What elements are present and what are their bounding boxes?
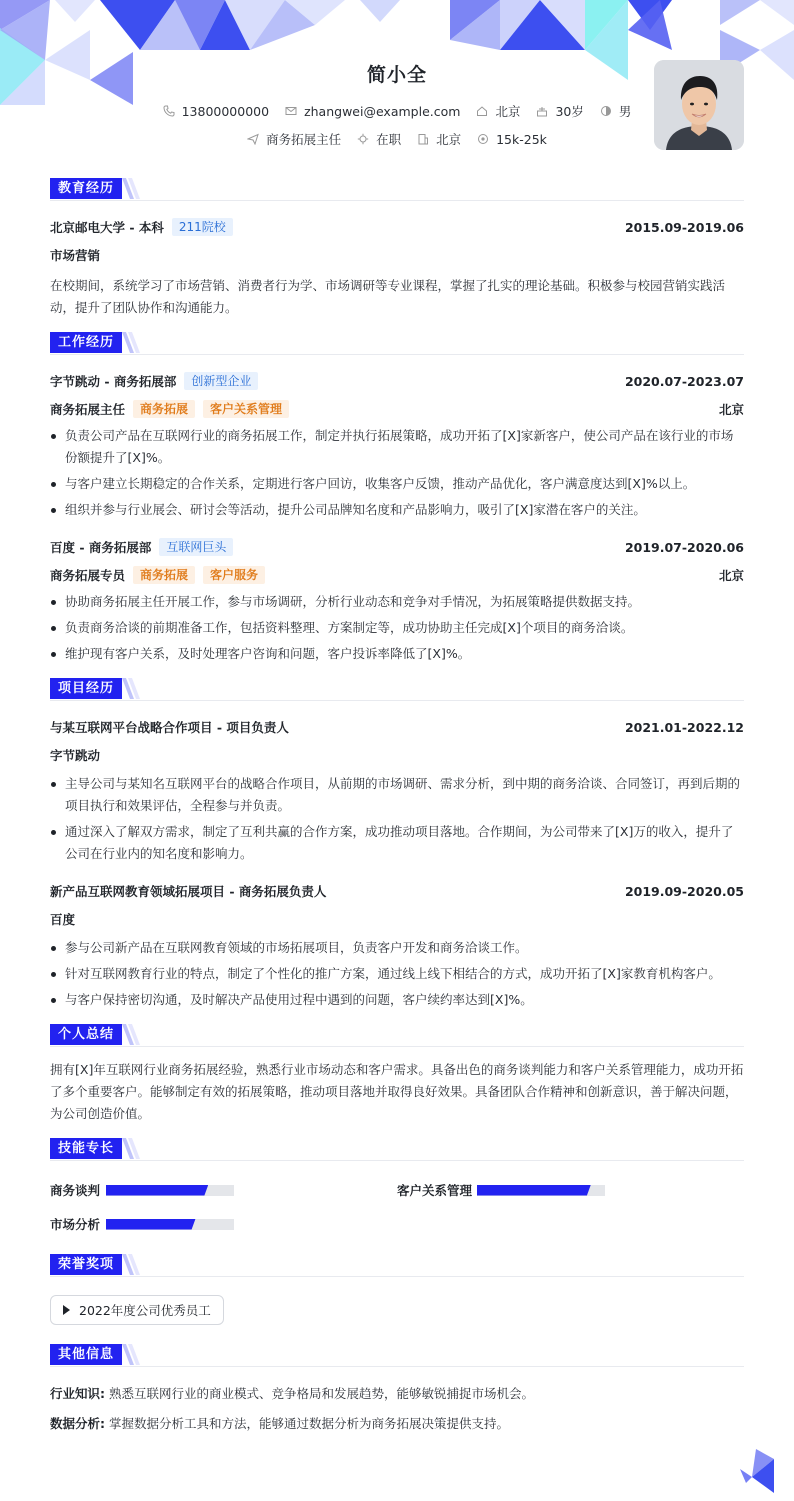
company-name: 百度 - 商务拓展部 (50, 540, 152, 555)
city-info: 北京 (476, 102, 520, 120)
awards-section (50, 1255, 744, 1331)
school-name: 北京邮电大学 - 本科 (50, 220, 164, 235)
skill-bar-fill (477, 1185, 591, 1196)
skill-name: 商务谈判 (50, 1183, 101, 1198)
avatar (654, 60, 744, 150)
phone-info: 13800000000 (163, 104, 269, 119)
send-icon (247, 133, 259, 145)
play-icon (63, 1305, 70, 1315)
skill-bar (477, 1185, 605, 1196)
major: 市场营销 (50, 248, 101, 263)
other-section (50, 1345, 744, 1439)
work-location: 北京 (718, 568, 744, 583)
section-accent (128, 178, 140, 199)
job-role: 商务拓展主任 (50, 402, 126, 417)
school-tag: 211院校 (172, 218, 233, 236)
list-item: 组织并参与行业展会、研讨会等活动，提升公司品牌知名度和产品影响力，吸引了[X]家潜在客户的关注。 (50, 499, 744, 521)
work-location: 北京 (718, 402, 744, 417)
project-title: 与某互联网平台战略合作项目 - 项目负责人 (50, 720, 289, 735)
age-info: 30岁 (536, 102, 583, 120)
role-tag: 客户关系管理 (203, 400, 289, 418)
list-item: 参与公司新产品在互联网教育领域的市场拓展项目，负责客户开发和商务洽谈工作。 (50, 937, 744, 959)
list-item: 主导公司与某知名互联网平台的战略合作项目，从前期的市场调研、需求分析，到中期的商务洽谈、合同签订，再到后期的项目执行和效果评估，全程参与并负责。 (50, 773, 744, 817)
work-entry (50, 533, 744, 665)
project-date: 2019.09-2020.05 (624, 883, 744, 899)
work-entry (50, 367, 744, 521)
skill-item (397, 1173, 744, 1207)
project-entry (50, 877, 744, 1011)
section-accent (128, 1024, 140, 1045)
list-item: 维护现有客户关系，及时处理客户咨询和问题，客户投诉率降低了[X]%。 (50, 643, 744, 665)
footer-decoration (740, 1449, 780, 1493)
coin-icon (477, 133, 489, 145)
skills-section (50, 1139, 744, 1241)
company-tag: 创新型企业 (184, 372, 258, 390)
section-accent (128, 1254, 140, 1275)
other-label: 行业知识: (50, 1386, 105, 1401)
project-org: 字节跳动 (50, 748, 101, 763)
skill-item (50, 1173, 397, 1207)
list-item: 协助商务拓展主任开展工作，参与市场调研，分析行业动态和竞争对手情况，为拓展策略提供数据支持。 (50, 591, 744, 613)
list-item: 针对互联网教育行业的特点，制定了个性化的推广方案，通过线上线下相结合的方式，成功开拓了[X]家教育机构客户。 (50, 963, 744, 985)
section-title: 项目经历 (50, 678, 122, 699)
job-role: 商务拓展专员 (50, 568, 126, 583)
list-item: 与客户保持密切沟通，及时解决产品使用过程中遇到的问题，客户续约率达到[X]%。 (50, 989, 744, 1011)
section-title: 个人总结 (50, 1024, 122, 1045)
skill-name: 客户关系管理 (397, 1183, 473, 1198)
company-name: 字节跳动 - 商务拓展部 (50, 374, 177, 389)
project-date: 2021.01-2022.12 (624, 719, 744, 735)
status-info: 在职 (357, 130, 401, 148)
section-accent (128, 678, 140, 699)
work-section (50, 333, 744, 665)
gender-info: 男 (600, 102, 632, 120)
list-item: 负责商务洽谈的前期准备工作，包括资料整理、方案制定等，成功协助主任完成[X]个项目的商务洽谈。 (50, 617, 744, 639)
other-text: 熟悉互联网行业的商业模式、竞争格局和发展趋势，能够敏锐捕捉市场机会。 (108, 1386, 534, 1401)
building-icon (417, 133, 429, 145)
other-text: 掌握数据分析工具和方法，能够通过数据分析为商务拓展决策提供支持。 (108, 1416, 509, 1431)
education-desc: 在校期间，系统学习了市场营销、消费者行为学、市场调研等专业课程，掌握了扎实的理论基础。积极参与校园营销实践活动，提升了团队协作和沟通能力。 (50, 278, 726, 315)
job-intent-row (50, 130, 744, 148)
avatar-portrait (654, 60, 744, 150)
role-tag: 客户服务 (203, 566, 265, 584)
gear-icon (357, 133, 369, 145)
section-accent (128, 332, 140, 353)
section-accent (128, 1344, 140, 1365)
section-title: 工作经历 (50, 332, 122, 353)
section-title: 荣誉奖项 (50, 1254, 122, 1275)
company-tag: 互联网巨头 (159, 538, 233, 556)
other-label: 数据分析: (50, 1416, 105, 1431)
gender-icon (600, 105, 612, 117)
award-item[interactable] (50, 1295, 224, 1325)
target-city-info: 北京 (417, 130, 461, 148)
role-tag: 商务拓展 (133, 400, 195, 418)
project-title: 新产品互联网教育领域拓展项目 - 商务拓展负责人 (50, 884, 327, 899)
section-accent (128, 1138, 140, 1159)
email-info: zhangwei@example.com (285, 104, 460, 119)
work-date: 2020.07-2023.07 (624, 373, 744, 389)
role-tag: 商务拓展 (133, 566, 195, 584)
section-title: 其他信息 (50, 1344, 122, 1365)
cake-icon (536, 105, 548, 117)
position-info: 商务拓展主任 (247, 130, 341, 148)
list-item: 通过深入了解双方需求，制定了互利共赢的合作方案，成功推动项目落地。合作期间，为公司带来了[X]万的收入，提升了公司在行业内的知名度和影响力。 (50, 821, 744, 865)
section-title: 技能专长 (50, 1138, 122, 1159)
home-icon (476, 105, 488, 117)
summary-text: 拥有[X]年互联网行业商务拓展经验，熟悉行业市场动态和客户需求。具备出色的商务谈判能力和客户关系管理能力，成功开拓了多个重要客户。能够制定有效的拓展策略，推动项目落地并取得良好效果。具备团队合作精神和创新意识，善于解决问题，为公司创造价值。 (50, 1062, 744, 1121)
list-item: 负责公司产品在互联网行业的商务拓展工作，制定并执行拓展策略，成功开拓了[X]家新客户，使公司产品在该行业的市场份额提升了[X]%。 (50, 425, 744, 469)
resume-header (50, 0, 744, 165)
project-section (50, 679, 744, 1011)
education-date: 2015.09-2019.06 (624, 219, 744, 235)
skill-bar-fill (106, 1219, 196, 1230)
education-section (50, 179, 744, 319)
other-item (50, 1409, 744, 1439)
contact-row (50, 102, 744, 120)
other-item (50, 1379, 744, 1409)
skill-item (50, 1207, 397, 1241)
list-item: 与客户建立长期稳定的合作关系，定期进行客户回访，收集客户反馈，推动产品优化，客户满意度达到[X]%以上。 (50, 473, 744, 495)
phone-icon (163, 105, 175, 117)
mail-icon (285, 105, 297, 117)
project-org: 百度 (50, 912, 76, 927)
work-date: 2019.07-2020.06 (624, 539, 744, 555)
salary-info: 15k-25k (477, 132, 547, 147)
skill-name: 市场分析 (50, 1217, 101, 1232)
candidate-name: 简小全 (366, 64, 427, 86)
skill-bar (106, 1185, 234, 1196)
project-entry (50, 713, 744, 865)
section-title: 教育经历 (50, 178, 122, 199)
award-label: 2022年度公司优秀员工 (79, 1303, 211, 1318)
skill-bar-fill (106, 1185, 208, 1196)
summary-section (50, 1025, 744, 1125)
skill-bar (106, 1219, 234, 1230)
